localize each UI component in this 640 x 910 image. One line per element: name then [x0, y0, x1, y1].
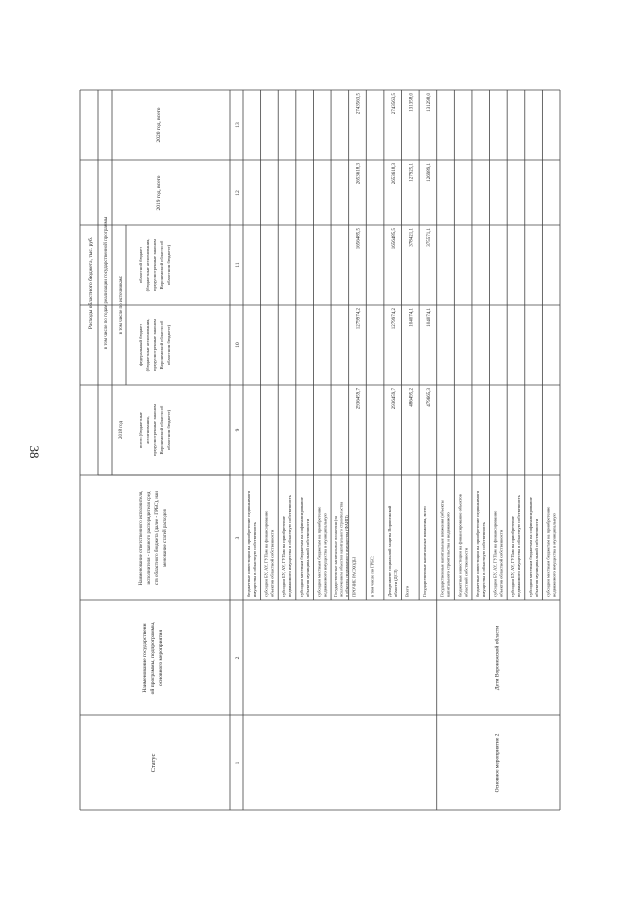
row-label-financial: области (ДСЗ): [392, 569, 398, 597]
header-year-2019: 2019 год, всего: [156, 175, 162, 211]
cell-value-total: 2936459,7: [356, 388, 362, 410]
row-label-lower: субсидии местным бюджетам на приобретение: [545, 506, 551, 597]
cell-value-federal: 104074,1: [427, 308, 433, 327]
cell-value-total: 2936459,7: [391, 388, 397, 410]
header-total-2018-line: всего (бюджетные: [138, 412, 143, 448]
header-executor-line1: Наименование ответственного исполнителя,: [139, 490, 144, 586]
row-label-financial: Всего: [404, 585, 410, 597]
header-regional-line: (бюджетные ассигнования,: [145, 238, 150, 292]
row-label-upper: объектов областной собственности: [269, 529, 275, 597]
header-status: Статус: [150, 753, 157, 773]
cell-value-y2020: 2743563,5: [356, 93, 362, 115]
header-total-2018-line: предусмотренные законом: [152, 404, 157, 456]
header-funding: Расходы областного бюджета, тыс. руб.: [88, 236, 94, 330]
header-federal-line: федеральный бюджет: [138, 323, 143, 367]
cell-value-regional: 1656485,5: [356, 228, 362, 250]
row-label-financial: ПРОЧИЕ РАСХОДЫ: [351, 557, 357, 597]
cell-value-regional: 1656485,5: [391, 228, 397, 250]
rotated-table: [80, 90, 560, 810]
row-label-lower: бюджетные инвестиции на финансирование объектов: [457, 494, 463, 597]
header-year-2018: 2018 год: [119, 420, 124, 440]
page-number-text: 38: [27, 445, 42, 459]
cell-value-y2019: 2653618,3: [391, 163, 397, 185]
row-label-lower: объектов областной собственности: [498, 529, 504, 597]
header-executor-line2: исполнителя - главного распорядителя сред: [147, 491, 152, 585]
row-label-upper: субсидии местным бюджетам на софинансирование: [298, 497, 304, 597]
column-number: 3: [235, 536, 241, 540]
column-number: 12: [235, 190, 241, 196]
header-federal-line: предусмотренные законом: [152, 319, 157, 371]
header-program-name-line3: основного мероприятия: [158, 629, 164, 687]
cell-value-federal: 1279974,2: [391, 308, 397, 330]
header-regional-line: областной бюджет: [138, 246, 143, 284]
row-label-lower: недвижимого имущества в муниципальную: [551, 513, 557, 597]
column-number: 11: [235, 262, 241, 268]
header-total-2018-line: ассигнования,: [145, 416, 150, 444]
row-label-upper: субсидии БУ, АУ, ГУПам на финансирование: [263, 510, 269, 597]
header-regional-line: предусмотренные законом: [152, 239, 157, 291]
column-number: 1: [235, 761, 241, 765]
row-label-upper: недвижимого имущества в муниципальную: [322, 513, 328, 597]
row-block-title: исключением объектов капитального строительства: [338, 501, 344, 597]
row-label-financial: Государственные капитальные вложения, всего: [422, 506, 428, 597]
cell-value-regional: 378421,1: [409, 228, 415, 247]
cell-value-y2019: 127925,1: [409, 163, 415, 182]
row-label-upper: бюджетные инвестиции на приобретение недвижимого: [246, 490, 251, 597]
header-year-2020: 2020 год, всего: [156, 107, 162, 143]
row-label-financial: Департамент социальной защиты Воронежской: [386, 505, 392, 597]
column-number: 2: [235, 656, 241, 660]
header-total-2018-line: областном бюджете): [166, 409, 171, 451]
row-label-upper: субсидии БУ, АУ, ГУПам на приобретение: [281, 516, 287, 597]
table-cells: [138, 93, 556, 793]
header-federal-line: областном бюджете): [166, 324, 171, 366]
cell-value-y2020: 131298,0: [427, 93, 433, 112]
row-label-upper: недвижимого имущества в областную собственность: [287, 495, 293, 597]
row-label-lower: имущества в областную собственность: [480, 521, 486, 597]
header-incl-sources: в том числе по источникам:: [119, 275, 124, 335]
cell-value-y2020: 2743563,5: [391, 93, 397, 115]
row-label-upper: субсидии местным бюджетам на приобретение: [316, 506, 322, 597]
column-number: 13: [235, 122, 241, 128]
cell-value-y2019: 126989,1: [427, 163, 433, 182]
header-federal-line: Воронежской области об: [159, 320, 164, 370]
header-executor-line3: ств областного бюджета (далее - ГРБС), наи: [155, 491, 160, 585]
measure-status: Основное мероприятие 2: [494, 733, 501, 793]
row-label-lower: бюджетные инвестиции на приобретение недвижимого: [474, 490, 480, 597]
cell-value-federal: 104074,1: [409, 308, 415, 327]
column-number: 9: [235, 428, 241, 432]
cell-value-y2020: 131358,0: [409, 93, 415, 112]
row-block-title: в объекты недвижимого имущества (ФАИП): [344, 515, 350, 597]
row-label-lower: субсидии БУ, АУ, ГУПам на приобретение: [510, 516, 516, 597]
header-total-2018-line: Воронежской области об: [159, 405, 164, 455]
row-label-lower: Государственные капитальные вложения (объекты: [439, 500, 445, 597]
row-block-title: Государственные капитальные вложения (за: [333, 516, 339, 597]
header-executor-line4: менование статей расходов: [163, 509, 168, 567]
cell-value-total: 479665,3: [427, 388, 433, 407]
row-label-lower: объектов муниципальной собственности: [533, 518, 539, 597]
header-program-name-line1: Наименование государственн: [142, 623, 148, 693]
cell-value-total: 486495,2: [409, 388, 415, 407]
row-label-lower: субсидии местным бюджетам на софинансирование: [527, 497, 533, 597]
row-label-lower: областной собственности: [463, 548, 469, 597]
header-regional-line: Воронежской области об: [159, 240, 164, 290]
measure-name: Дети Воронежской области: [494, 625, 501, 691]
header-program-name-line2: ой программы, подпрограммы,: [150, 621, 156, 695]
header-federal-line: (бюджетные ассигнования,: [145, 318, 150, 372]
row-label-upper: имущества в областную собственность: [252, 521, 257, 597]
row-label-lower: недвижимого имущества в областную собственность: [516, 495, 522, 597]
row-label-lower: капитального строительства и недвижимого: [445, 512, 451, 597]
header-funding-sub: в том числе по годам реализации государственной программы: [104, 216, 109, 350]
row-label-lower: субсидии БУ, АУ, ГУПам на финансирование: [492, 510, 498, 597]
column-number: 10: [235, 342, 241, 348]
row-label-upper: объектов муниципальной собственности: [304, 518, 310, 597]
cell-value-y2019: 2653618,3: [356, 163, 362, 185]
header-regional-line: областном бюджете): [166, 244, 171, 286]
cell-value-regional: 375571,1: [427, 228, 433, 247]
cell-value-federal: 1279974,2: [356, 308, 362, 330]
row-label-financial: в том числе по ГРБС:: [369, 555, 375, 597]
